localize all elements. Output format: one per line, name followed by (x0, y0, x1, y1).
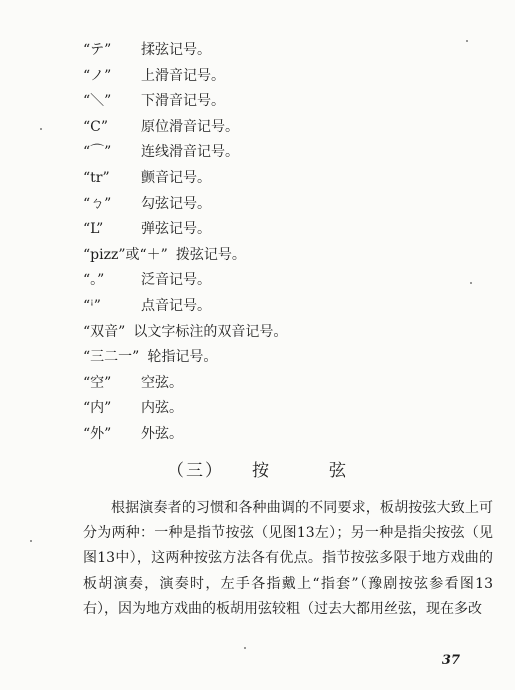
scan-speck (30, 540, 32, 542)
page-number: 37 (441, 653, 460, 668)
symbol-mark: “tr” (83, 169, 110, 186)
notation-symbol-list (83, 38, 483, 448)
symbol-mark: “空” (83, 374, 112, 391)
list-item (83, 243, 483, 269)
symbol-description: 颤音记号。 (141, 169, 211, 186)
symbol-description: 内弦。 (141, 400, 183, 417)
list-item (83, 371, 483, 397)
list-item (83, 422, 483, 448)
list-item (83, 64, 483, 90)
symbol-mark: “内” (83, 400, 112, 417)
symbol-description: 弹弦记号。 (141, 221, 211, 238)
symbol-description: 上滑音记号。 (141, 67, 225, 84)
list-item (83, 217, 483, 243)
symbol-mark: “pizz”或“＋” (83, 246, 168, 263)
list-item (83, 320, 483, 346)
symbol-mark: “ꜞ” (83, 297, 101, 314)
section-heading (0, 456, 515, 481)
list-item (83, 294, 483, 320)
symbol-mark: “L” (83, 221, 104, 238)
list-item (83, 192, 483, 218)
section-title-char: 弦 (329, 461, 348, 481)
symbol-description: 外弦。 (141, 425, 183, 442)
section-number: （三） (167, 461, 224, 481)
symbol-description: 连线滑音记号。 (141, 144, 239, 161)
symbol-description: 泛音记号。 (141, 272, 211, 289)
list-item (83, 89, 483, 115)
symbol-mark: “双音” (83, 323, 126, 340)
symbol-mark: “ㄅ” (83, 195, 112, 212)
list-item (83, 268, 483, 294)
symbol-description: 轮指记号。 (147, 349, 218, 366)
list-item (83, 115, 483, 141)
scan-speck (466, 40, 468, 42)
symbol-mark: “テ” (83, 42, 112, 58)
symbol-description: 原位滑音记号。 (141, 118, 239, 135)
list-item (83, 345, 483, 371)
symbol-description: 揉弦记号。 (141, 42, 211, 58)
symbol-mark: “ノ” (83, 67, 112, 84)
symbol-description: 以文字标注的双音记号。 (133, 323, 288, 340)
symbol-mark: “C” (83, 118, 109, 135)
symbol-description: 点音记号。 (141, 297, 211, 314)
symbol-description: 下滑音记号。 (141, 93, 225, 110)
symbol-mark: “＼” (83, 93, 112, 110)
list-item (83, 140, 483, 166)
section-title-char: 按 (252, 461, 271, 481)
symbol-description: 拨弦记号。 (175, 246, 246, 263)
list-item (83, 166, 483, 192)
body-paragraph: 根据演奏者的习惯和各种曲调的不同要求，板胡按弦大致上可分为两种：一种是指节按弦（见图13左）；另一种是指尖按弦（见图13中），这两种按弦方法各有优点。指节按弦多限于地方戏曲的板胡演奏，演奏时，左手各指戴上“指套”（豫剧按弦参看图13右），因为地方戏曲的板胡用弦较粗（过去大都用丝弦，现在多改 (83, 500, 493, 617)
symbol-mark: “。” (83, 272, 105, 289)
symbol-description: 空弦。 (141, 374, 183, 391)
scan-speck (244, 647, 246, 649)
scan-speck (470, 282, 472, 284)
symbol-mark: “⌒” (83, 144, 112, 161)
symbol-mark: “外” (83, 425, 112, 442)
symbol-description: 勾弦记号。 (141, 195, 211, 212)
scan-speck (40, 128, 42, 130)
list-item (83, 396, 483, 422)
list-item (83, 38, 483, 64)
symbol-mark: “三二一” (83, 349, 140, 366)
